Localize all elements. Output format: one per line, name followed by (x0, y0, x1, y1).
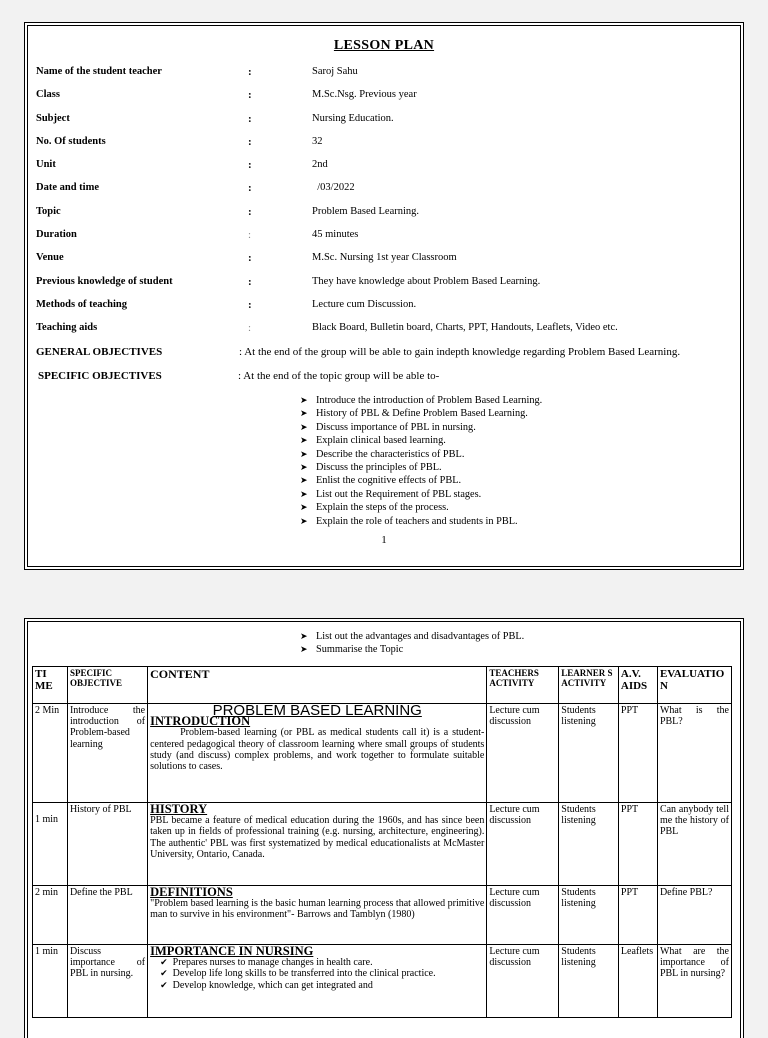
objective-text: Enlist the cognitive effects of PBL. (316, 475, 462, 487)
field-label: No. Of students (36, 135, 106, 147)
page-number: 1 (381, 534, 387, 546)
list-item (300, 474, 542, 487)
content-cell (148, 704, 487, 803)
page-title: LESSON PLAN (333, 38, 435, 53)
aids-cell: PPT (618, 803, 657, 886)
field-value: Black Board, Bulletin board, Charts, PPT, Handouts, Leaflets, Video etc. (312, 322, 618, 334)
content-cell (148, 945, 487, 1018)
learner-cell: Students listening (559, 886, 619, 945)
list-item (300, 461, 542, 474)
objective-text: Discuss the principles of PBL. (316, 462, 442, 474)
teacher-cell: Lecture cum discussion (487, 704, 559, 803)
field-row (36, 136, 734, 159)
time-cell: 2 min (33, 886, 68, 945)
field-row (36, 182, 734, 205)
learner-cell: Students listening (559, 945, 619, 1018)
list-item (300, 448, 542, 461)
arrow-bullet-icon: ➤ (300, 644, 308, 655)
content-heading: DEFINITIONS (150, 885, 233, 899)
list-item (300, 643, 524, 656)
lesson-plan-page-2 (24, 618, 744, 1038)
aids-cell: PPT (618, 704, 657, 803)
general-objectives (36, 346, 736, 358)
field-label: Unit (36, 159, 56, 171)
field-colon: : (248, 182, 252, 195)
content-heading: HISTORY (150, 802, 208, 816)
field-value: 45 minutes (312, 229, 359, 241)
objectives-list (300, 394, 542, 528)
specific-objectives-text: : At the end of the topic group will be able to- (238, 370, 440, 382)
importance-list (150, 957, 484, 991)
content-text: PBL became a feature of medical education during the 1960s, and has since been taken up in fields of professional training (e.g. nursing, architecture, engineering). The authentic' PBL was first systematized by medical educationalists at McMaster University, Ontario, Canada. (150, 815, 485, 860)
arrow-bullet-icon: ➤ (300, 502, 308, 513)
field-colon: : (248, 275, 252, 288)
field-value: Lecture cum Discussion. (312, 298, 417, 310)
field-row (36, 113, 734, 136)
field-colon: : (248, 322, 252, 335)
field-value: Nursing Education. (312, 112, 394, 124)
field-value: M.Sc. Nursing 1st year Classroom (312, 252, 457, 264)
field-row (36, 89, 734, 112)
table-row (33, 803, 732, 886)
specific-objectives (38, 370, 738, 382)
field-label: Duration (36, 229, 77, 241)
time-cell: 2 Min (33, 704, 68, 803)
col-header-learner: LEARNER S ACTIVITY (559, 667, 619, 704)
teacher-cell: Lecture cum discussion (487, 945, 559, 1018)
col-header-time: TI ME (33, 667, 68, 704)
general-objectives-label: GENERAL OBJECTIVES (36, 346, 163, 358)
content-heading: INTRODUCTION (150, 714, 251, 729)
list-item: ✔ Develop knowledge, which can get integrated and (174, 980, 484, 991)
list-item (300, 501, 542, 514)
field-label: Topic (36, 205, 61, 217)
arrow-bullet-icon: ➤ (300, 421, 308, 432)
table-header-row (33, 667, 732, 704)
arrow-bullet-icon: ➤ (300, 448, 308, 459)
lesson-plan-table (32, 666, 732, 1018)
general-objectives-text: : At the end of the group will be able to gain indepth knowledge regarding Problem Based Learning. (239, 346, 681, 358)
list-item (300, 630, 524, 643)
objective-cell: Define the PBL (67, 886, 147, 945)
field-row (36, 66, 734, 89)
content-heading: IMPORTANCE IN NURSING (150, 944, 314, 958)
objective-text: Explain the role of teachers and students in PBL. (316, 515, 518, 527)
field-row (36, 206, 734, 229)
list-item (300, 515, 542, 528)
objective-text: History of PBL & Define Problem Based Learning. (316, 408, 528, 420)
list-item (300, 407, 542, 420)
objective-text: List out the advantages and disadvantages of PBL. (316, 631, 525, 642)
field-label: Previous knowledge of student (36, 275, 173, 287)
table-row (33, 886, 732, 945)
list-item: ✔ Develop life long skills to be transferred into the clinical practice. (174, 968, 484, 979)
field-colon: : (248, 298, 252, 311)
field-label: Name of the student teacher (36, 66, 162, 77)
field-colon: : (248, 135, 252, 148)
lesson-plan-page-1 (24, 22, 744, 570)
arrow-bullet-icon: ➤ (300, 462, 308, 473)
field-row (36, 229, 734, 252)
field-label: Subject (36, 112, 70, 124)
field-row (36, 252, 734, 275)
field-colon: : (248, 229, 252, 242)
objective-cell: Introduce the introduction of Problem-based learning (67, 704, 147, 803)
time-cell: 1 min (33, 945, 68, 1018)
teacher-cell: Lecture cum discussion (487, 803, 559, 886)
field-value: They have knowledge about Problem Based Learning. (312, 275, 541, 287)
field-value: 2nd (312, 159, 328, 171)
objective-text: Explain the steps of the process. (316, 502, 449, 514)
field-value: 32 (312, 135, 323, 147)
field-value: M.Sc.Nsg. Previous year (312, 89, 417, 101)
col-header-objective: SPECIFIC OBJECTIVE (67, 667, 147, 704)
col-header-evaluation: EVALUATIO N (657, 667, 731, 704)
aids-cell: Leaflets (618, 945, 657, 1018)
list-item (300, 421, 542, 434)
evaluation-cell: What is the PBL? (657, 704, 731, 803)
arrow-bullet-icon: ➤ (300, 475, 308, 486)
field-colon: : (248, 66, 252, 78)
field-label: Date and time (36, 182, 99, 194)
arrow-bullet-icon: ➤ (300, 515, 308, 526)
arrow-bullet-icon: ➤ (300, 631, 308, 641)
content-cell (148, 886, 487, 945)
field-label: Class (36, 89, 60, 101)
list-item (300, 434, 542, 447)
time-cell (33, 803, 68, 886)
teacher-cell: Lecture cum discussion (487, 886, 559, 945)
objective-cell: History of PBL (67, 803, 147, 886)
info-fields (36, 66, 734, 346)
field-colon: : (248, 252, 252, 265)
arrow-bullet-icon: ➤ (300, 395, 308, 405)
objective-text: Introduce the introduction of Problem Based Learning. (316, 395, 543, 406)
field-row (36, 322, 734, 345)
objective-text: Summarise the Topic (316, 644, 404, 656)
objective-text: List out the Requirement of PBL stages. (316, 488, 482, 500)
field-colon: : (248, 205, 252, 218)
table-row (33, 704, 732, 803)
evaluation-cell: Can anybody tell me the history of PBL (657, 803, 731, 886)
learner-cell: Students listening (559, 704, 619, 803)
time-text: 1 min (35, 814, 59, 825)
objective-text: Describe the characteristics of PBL. (316, 448, 465, 460)
content-cell (148, 803, 487, 886)
field-colon: : (248, 159, 252, 172)
field-label: Methods of teaching (36, 298, 127, 310)
field-row (36, 276, 734, 299)
field-colon: : (248, 89, 252, 102)
field-label: Venue (36, 252, 64, 264)
objectives-list-continued (300, 630, 524, 657)
col-header-teacher: TEACHERS ACTIVITY (487, 667, 559, 704)
content-text: Problem-based learning (or PBL as medical students call it) is a student-centered pedagogical theory of classroom learning where small groups of students study (and discuss) complex problems, and work together to formulate suitable solutions to cases. (150, 727, 485, 773)
field-value: Problem Based Learning. (312, 205, 420, 217)
field-row (36, 159, 734, 182)
list-item (300, 394, 542, 407)
objective-cell: Discuss importance of PBL in nursing. (67, 945, 147, 1018)
arrow-bullet-icon: ➤ (300, 408, 308, 419)
content-text: "Problem based learning is the basic human learning process that allowed primitive man to survive in his environment"- Barrows and Tamblyn (1980) (150, 898, 485, 921)
list-item: ✔ Prepares nurses to manage changes in health care. (174, 957, 484, 968)
field-label: Teaching aids (36, 322, 98, 334)
field-value: Saroj Sahu (312, 66, 358, 77)
learner-cell: Students listening (559, 803, 619, 886)
specific-objectives-label: SPECIFIC OBJECTIVES (38, 370, 162, 382)
field-value: /03/2022 (312, 182, 355, 194)
col-header-aids: A.V. AIDS (618, 667, 657, 704)
objective-text: Discuss importance of PBL in nursing. (316, 421, 476, 433)
content-main-heading: PROBLEM BASED LEARNING (212, 702, 422, 719)
arrow-bullet-icon: ➤ (300, 488, 308, 499)
field-row (36, 299, 734, 322)
list-item (300, 488, 542, 501)
arrow-bullet-icon: ➤ (300, 435, 308, 446)
objective-text: Explain clinical based learning. (316, 435, 446, 447)
aids-cell: PPT (618, 886, 657, 945)
field-colon: : (248, 112, 252, 125)
col-header-content: CONTENT (148, 667, 487, 704)
table-row (33, 945, 732, 1018)
evaluation-cell: Define PBL? (657, 886, 731, 945)
evaluation-cell: What are the importance of PBL in nursing? (657, 945, 731, 1018)
